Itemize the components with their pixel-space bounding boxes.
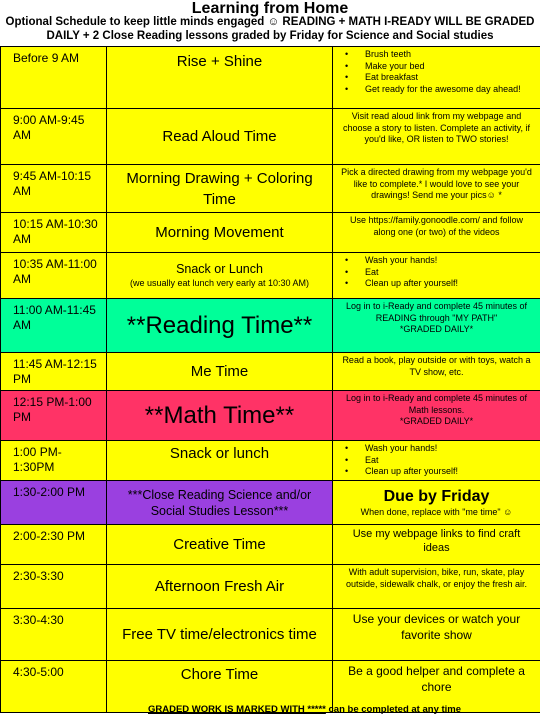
notes-cell: With adult supervision, bike, run, skate, play outside, sidewalk chalk, or enjoy the fresh air.	[333, 565, 540, 609]
schedule-row	[1, 109, 540, 165]
schedule-row	[1, 299, 540, 353]
list-item: • Get ready for the awesome day ahead!	[341, 84, 534, 96]
notes-cell: Read a book, play outside or with toys, watch a TV show, etc.	[333, 353, 540, 391]
time-cell: 11:45 AM-12:15 PM	[1, 353, 107, 391]
schedule-row	[1, 441, 540, 481]
notes-cell: Be a good helper and complete a chore	[333, 661, 540, 713]
footer-rest: can be completed at any time	[325, 704, 462, 715]
list-item: • Eat	[341, 455, 534, 467]
activity-cell: Rise + Shine	[107, 47, 333, 109]
activity-cell	[107, 253, 333, 299]
schedule-row	[1, 165, 540, 213]
schedule-row	[1, 253, 540, 299]
schedule-row	[1, 391, 540, 441]
list-item: • Brush teeth	[341, 49, 534, 61]
activity-cell: Morning Drawing + Coloring Time	[107, 165, 333, 213]
schedule-table	[0, 46, 540, 713]
activity-cell: Afternoon Fresh Air	[107, 565, 333, 609]
notes-list	[339, 49, 534, 95]
list-item: • Clean up after yourself!	[341, 466, 534, 478]
time-cell: 9:45 AM-10:15 AM	[1, 165, 107, 213]
activity-cell: **Math Time**	[107, 391, 333, 441]
time-cell: 11:00 AM-11:45 AM	[1, 299, 107, 353]
activity-cell: Free TV time/electronics time	[107, 609, 333, 661]
schedule-row	[1, 609, 540, 661]
graded-label: *GRADED DAILY*	[399, 416, 474, 426]
activity-cell: Morning Movement	[107, 213, 333, 253]
activity-cell: Snack or lunch	[107, 441, 333, 481]
schedule-row	[1, 47, 540, 109]
notes-text: Log in to i-Ready and complete 45 minutes of Math lessons.	[345, 393, 528, 415]
time-cell: 4:30-5:00	[1, 661, 107, 713]
activity-cell: **Reading Time**	[107, 299, 333, 353]
notes-text: Log in to i-Ready and complete 45 minutes of READING through "MY PATH"	[345, 301, 528, 323]
time-cell: 1:30-2:00 PM	[1, 481, 107, 525]
schedule-row	[1, 353, 540, 391]
activity-label: Snack or Lunch	[176, 262, 263, 276]
list-item: • Eat	[341, 267, 534, 279]
notes-cell	[333, 481, 540, 525]
activity-sublabel: (we usually eat lunch very early at 10:30 AM)	[129, 278, 310, 288]
notes-cell: Visit read aloud link from my webpage and choose a story to listen. Complete an activity, if you'd like, OR listen to TWO stories!	[333, 109, 540, 165]
page-subtitle: Optional Schedule to keep little minds engaged ☺ READING + MATH I-READY WILL BE GRADED DAILY + 2 Close Reading lessons graded by Friday for Science and Social studies	[5, 16, 535, 42]
notes-list	[339, 443, 534, 478]
list-item: • Wash your hands!	[341, 443, 534, 455]
activity-cell: Creative Time	[107, 525, 333, 565]
time-cell: 12:15 PM-1:00 PM	[1, 391, 107, 441]
list-item: • Make your bed	[341, 61, 534, 73]
list-item: • Clean up after yourself!	[341, 278, 534, 290]
notes-cell	[333, 441, 540, 481]
notes-text: When done, replace with "me time" ☺	[360, 506, 513, 517]
activity-cell: Me Time	[107, 353, 333, 391]
time-cell: 2:30-3:30	[1, 565, 107, 609]
schedule-row	[1, 213, 540, 253]
notes-list	[339, 255, 534, 290]
footer-note	[148, 704, 461, 716]
activity-cell: Chore Time	[107, 661, 333, 713]
notes-cell: Pick a directed drawing from my webpage you'd like to complete.* I would love to see your drawings! Send me your pics☺ *	[333, 165, 540, 213]
notes-cell	[333, 253, 540, 299]
list-item: • Wash your hands!	[341, 255, 534, 267]
notes-cell: Use my webpage links to find craft ideas	[333, 525, 540, 565]
time-cell: 2:00-2:30 PM	[1, 525, 107, 565]
schedule-row	[1, 565, 540, 609]
schedule-row	[1, 481, 540, 525]
time-cell: 3:30-4:30	[1, 609, 107, 661]
time-cell: 10:15 AM-10:30 AM	[1, 213, 107, 253]
notes-cell: Use your devices or watch your favorite show	[333, 609, 540, 661]
notes-cell	[333, 299, 540, 353]
footer-underlined: GRADED WORK IS MARKED WITH *****	[148, 704, 326, 715]
activity-cell: ***Close Reading Science and/or Social Studies Lesson***	[107, 481, 333, 525]
list-item: • Eat breakfast	[341, 72, 534, 84]
time-cell: Before 9 AM	[1, 47, 107, 109]
notes-cell	[333, 391, 540, 441]
page-title: Learning from Home	[191, 0, 349, 17]
notes-cell	[333, 47, 540, 109]
time-cell: 10:35 AM-11:00 AM	[1, 253, 107, 299]
activity-cell: Read Aloud Time	[107, 109, 333, 165]
time-cell: 1:00 PM-1:30PM	[1, 441, 107, 481]
graded-label: *GRADED DAILY*	[399, 324, 474, 334]
schedule-row	[1, 525, 540, 565]
notes-cell: Use https://family.gonoodle.com/ and follow along one (or two) of the videos	[333, 213, 540, 253]
due-label: Due by Friday	[383, 487, 490, 505]
time-cell: 9:00 AM-9:45 AM	[1, 109, 107, 165]
